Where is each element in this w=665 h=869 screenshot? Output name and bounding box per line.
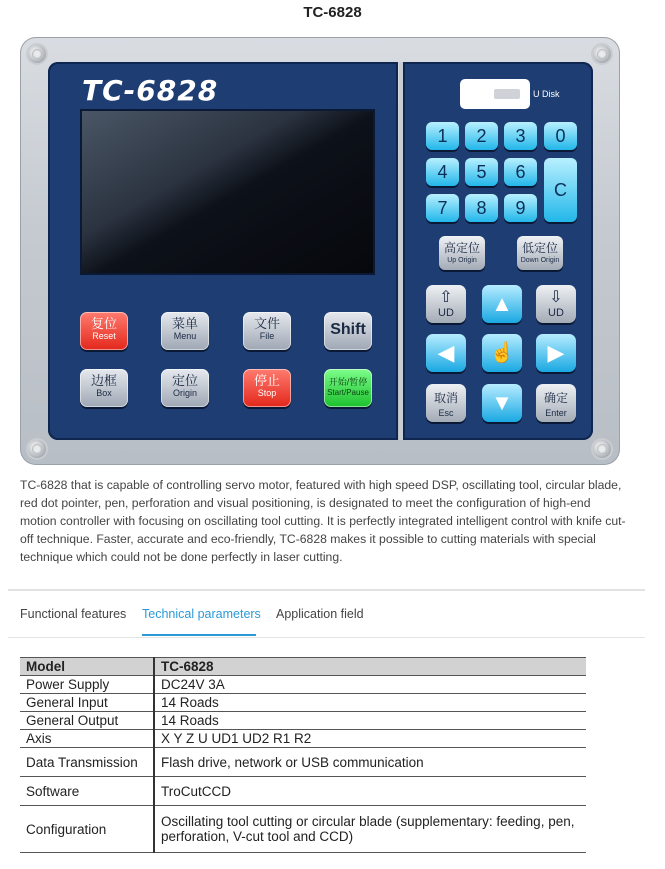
table-row (20, 806, 586, 853)
hand-pointer-icon: ☝ (489, 342, 515, 364)
product-description: TC-6828 that is capable of controlling servo motor, featured with high speed DSP, oscillating tool, circular blade, red dot pointer, pen, perforation and visual positioning, is designated to meet the configuration of high-end motion controller with focusing on oscillating tool cutting. It is perfectly integrated intelligent control with knife cut-off technique. Faster, accurate and eco-friendly, TC-6828 makes it possible to cutting materials with special technique which could not be done perfectly in laser cutting. (20, 478, 626, 564)
number-key-7: 7 (426, 194, 459, 222)
number-key-9: 9 (504, 194, 537, 222)
start-pause-key: 开始/暂停 Start/Pause (324, 369, 372, 407)
down-origin-key: 低定位 Down Origin (517, 236, 563, 270)
tab-application-field[interactable]: Application field (276, 607, 364, 621)
spec-label: General Input (20, 694, 154, 712)
arrow-down-icon: ▼ (491, 390, 513, 415)
number-key-2: 2 (465, 122, 498, 150)
spec-label: Axis (20, 730, 154, 748)
enter-key: 确定 Enter (536, 384, 576, 422)
number-key-4: 4 (426, 158, 459, 186)
usb-port (460, 79, 532, 109)
tab-functional-features[interactable]: Functional features (20, 607, 127, 621)
arrow-up-key (482, 285, 522, 323)
up-origin-key: 高定位 Up Origin (439, 236, 485, 270)
stop-key: 停止 Stop (243, 369, 291, 407)
table-header-cell: TC-6828 (154, 658, 586, 676)
number-key-0: 0 (544, 122, 577, 150)
esc-key: 取消 Esc (426, 384, 466, 422)
reset-key: 复位 Reset (80, 312, 128, 350)
spec-label: Data Transmission (20, 748, 154, 777)
hand-key (482, 334, 522, 372)
table-row (20, 730, 586, 748)
table-header-cell: Model (20, 658, 154, 676)
arrow-up-outline-icon: ⇧ (439, 289, 453, 306)
screw-icon (28, 45, 46, 63)
arrow-up-icon: ▲ (491, 291, 513, 316)
spec-value: 14 Roads (154, 712, 586, 730)
arrow-left-key (426, 334, 466, 372)
arrow-right-key (536, 334, 576, 372)
table-header-row (20, 658, 586, 676)
clear-key: C (544, 158, 577, 222)
table-row (20, 777, 586, 806)
arrow-down-key (482, 384, 522, 422)
tab-technical-parameters[interactable]: Technical parameters (142, 607, 261, 621)
spec-label: Software (20, 777, 154, 806)
table-row (20, 712, 586, 730)
spec-value: Flash drive, network or USB communication (154, 748, 586, 777)
ud-down-key: ⇩ UD (536, 285, 576, 323)
spec-label: General Output (20, 712, 154, 730)
spec-label: Power Supply (20, 676, 154, 694)
box-key: 边框 Box (80, 369, 128, 407)
screw-icon (593, 440, 611, 458)
arrow-left-icon: ◀ (437, 340, 455, 365)
device-brand: TC-6828 (82, 74, 219, 107)
table-row (20, 676, 586, 694)
usb-connector-icon (494, 89, 520, 99)
file-key: 文件 File (243, 312, 291, 350)
technical-parameters-table (20, 657, 586, 853)
origin-key: 定位 Origin (161, 369, 209, 407)
table-row (20, 694, 586, 712)
table-row (20, 748, 586, 777)
active-tab-indicator (142, 634, 256, 636)
number-key-8: 8 (465, 194, 498, 222)
menu-key: 菜单 Menu (161, 312, 209, 350)
spec-value: Oscillating tool cutting or circular blade (supplementary: feeding, pen, perforation, V-cut tool and CCD) (154, 806, 586, 853)
shift-key: Shift (324, 312, 372, 350)
spec-value: 14 Roads (154, 694, 586, 712)
usb-label: U Disk (533, 89, 560, 99)
page-title: TC-6828 (303, 4, 362, 21)
number-key-5: 5 (465, 158, 498, 186)
screw-icon (593, 45, 611, 63)
spec-value: X Y Z U UD1 UD2 R1 R2 (154, 730, 586, 748)
number-key-3: 3 (504, 122, 537, 150)
ud-up-key: ⇧ UD (426, 285, 466, 323)
spec-value: TroCutCCD (154, 777, 586, 806)
number-key-1: 1 (426, 122, 459, 150)
number-key-6: 6 (504, 158, 537, 186)
lcd-screen (82, 111, 373, 273)
tab-bar (8, 591, 645, 638)
spec-label: Configuration (20, 806, 154, 853)
arrow-right-icon: ▶ (547, 340, 565, 365)
arrow-down-outline-icon: ⇩ (549, 289, 563, 306)
screw-icon (28, 440, 46, 458)
spec-value: DC24V 3A (154, 676, 586, 694)
